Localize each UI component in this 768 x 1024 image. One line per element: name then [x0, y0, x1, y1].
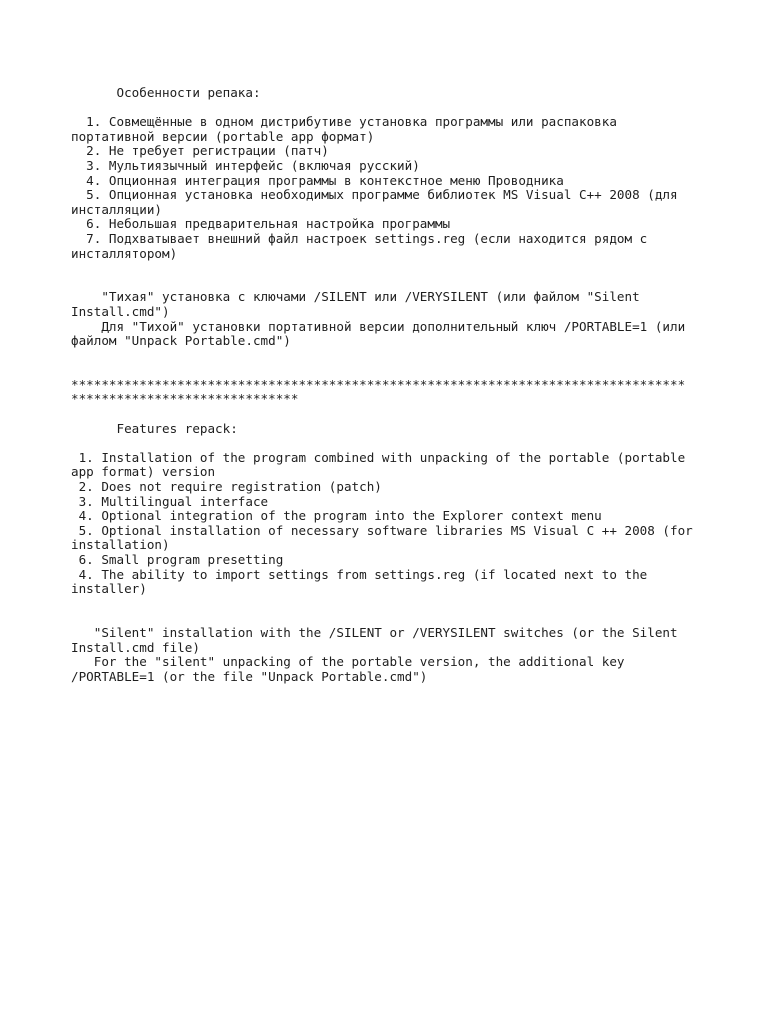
text-line: файлом "Unpack Portable.cmd") [71, 333, 291, 349]
text-line: 3. Мультиязычный интерфейс (включая русский) [71, 157, 420, 173]
text-line: "Silent" installation with the /SILENT or /VERYSILENT switches (or the Silent [71, 624, 678, 640]
text-line: Особенности репака: [71, 85, 261, 100]
text-line: 1. Installation of the program combined with unpacking of the portable (portable [71, 449, 686, 465]
text-line [71, 436, 761, 451]
text-line: Install.cmd file) [71, 639, 200, 655]
text-line: 2. Не требует регистрации (патч) [71, 143, 329, 159]
text-line: 5. Optional installation of necessary software libraries MS Visual C ++ 2008 (for [71, 522, 693, 538]
text-line [71, 276, 761, 291]
text-line: 2. Does not require registration (patch) [71, 479, 382, 495]
text-line: 6. Небольшая предварительная настройка программы [71, 216, 451, 232]
text-line: 3. Multilingual interface [71, 493, 269, 509]
text-line: 1. Совмещённые в одном дистрибутиве установка программы или распаковка [71, 114, 617, 130]
text-line: ****************************** [71, 391, 299, 407]
text-line [71, 101, 761, 116]
text-line: Features repack: [71, 420, 238, 436]
text-line: 5. Опционная установка необходимых программе библиотек MS Visual C++ 2008 (для [71, 187, 678, 203]
text-line [71, 407, 761, 422]
text-line: app format) version [71, 464, 216, 480]
text-line: инсталляции) [71, 201, 162, 217]
text-line: Install.cmd") [71, 303, 170, 319]
text-line: 6. Small program presetting [71, 552, 284, 567]
text-line: /PORTABLE=1 (or the file "Unpack Portable.cmd") [71, 668, 428, 684]
text-line: 4. Опционная интеграция программы в контекстное меню Проводника [71, 172, 564, 188]
text-line: портативной версии (portable app формат) [71, 128, 375, 144]
document-text [71, 86, 761, 684]
text-line: 4. Optional integration of the program into the Explorer context menu [71, 508, 602, 524]
text-line: For the "silent" unpacking of the portable version, the additional key [71, 654, 625, 670]
text-line: 4. The ability to import settings from settings.reg (if located next to the [71, 566, 648, 582]
text-line [71, 611, 761, 626]
text-line [71, 597, 761, 612]
text-line [71, 261, 761, 276]
text-line: 7. Подхватывает внешний файл настроек settings.reg (если находится рядом с [71, 230, 648, 246]
text-line: ********************************************************************************* [71, 376, 686, 392]
text-line: installation) [71, 537, 170, 553]
text-line [71, 363, 761, 378]
text-line: "Тихая" установка с ключами /SILENT или /VERYSILENT (или файлом "Silent [71, 289, 640, 305]
text-line: Для "Тихой" установки портативной версии дополнительный ключ /PORTABLE=1 (или [71, 318, 686, 334]
text-line: installer) [71, 581, 147, 597]
text-line [71, 349, 761, 364]
text-line: инсталлятором) [71, 245, 178, 261]
